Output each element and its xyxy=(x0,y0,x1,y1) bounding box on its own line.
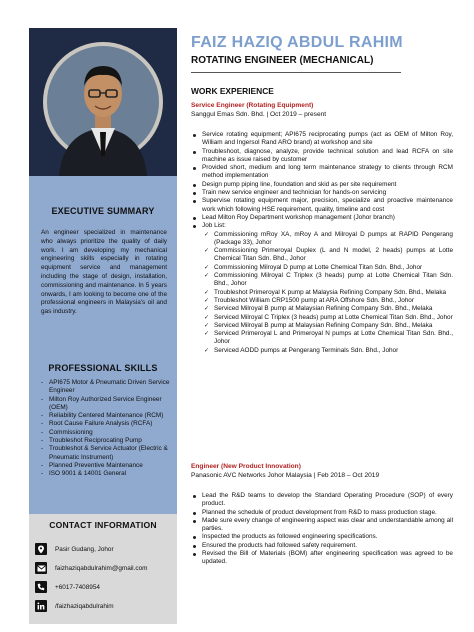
job-list xyxy=(191,222,453,355)
duty-item: Made sure every change of engineering aspect was clear and understandable among all parties. xyxy=(191,517,453,534)
job-list-item: ✓ Commissioning Milroyal D pump at Lotte Chemical Titan Sdn. Bhd., Johor xyxy=(202,264,453,272)
job-list-item: ✓ Serviced AODD pumps at Pengerang Terminals Sdn. Bhd., Johor xyxy=(202,347,453,355)
duty-item: Provided short, medium and long term maintenance strategy to clients through RCM method implementation xyxy=(191,164,453,181)
location-pin-icon xyxy=(35,543,47,555)
skill-item: - API675 Motor & Pneumatic Driven Service Engineer xyxy=(41,379,171,396)
skills-list xyxy=(41,379,171,479)
job-list-item: ✓ Serviced Milroyal C Triplex (3 heads) pump at Lotte Chemical Titan Sdn. Bhd., Johor xyxy=(202,314,453,322)
job-1-role: Service Engineer (Rotating Equipment) xyxy=(191,102,314,109)
job-2-duties xyxy=(191,492,453,567)
skill-item: - ISO 9001 & 14001 General xyxy=(41,470,171,478)
job-1-duties xyxy=(191,131,453,355)
duty-item: Supervise rotating equipment major, precision, specialize and proactive maintenance work which following HSE requirement, quality, timeline and cost xyxy=(191,197,453,214)
contact-linkedin-text: /faizhaziqabdulrahim xyxy=(55,602,114,610)
skill-item: - Commissioning xyxy=(41,429,171,437)
duty-item: Lead Milton Roy Department workshop management (Johor branch) xyxy=(191,214,453,222)
skill-item: - Troubleshot Reciprocating Pump xyxy=(41,437,171,445)
job-1-company: Sanggul Emas Sdn. Bhd. | Oct 2019 – present xyxy=(191,111,327,118)
title-divider xyxy=(191,72,401,73)
executive-summary-title: EXECUTIVE SUMMARY xyxy=(51,206,155,216)
skill-item: - Root Cause Failure Analysis (RCFA) xyxy=(41,420,171,428)
contact-phone[interactable] xyxy=(35,580,175,594)
sidebar xyxy=(29,28,177,624)
phone-icon xyxy=(35,581,47,593)
job-list-items xyxy=(202,231,453,355)
skill-item: - Planned Preventive Maintenance xyxy=(41,462,171,470)
professional-skills-title: PROFESSIONAL SKILLS xyxy=(48,363,158,373)
job-list-item: ✓ Commissioning Milroyal C Triplex (3 heads) pump at Lotte Chemical Titan Sdn. Bhd., Johor xyxy=(202,272,453,289)
contact-information-title: CONTACT INFORMATION xyxy=(49,520,157,530)
work-experience-heading: WORK EXPERIENCE xyxy=(191,86,274,96)
duty-item: Lead the R&D teams to develop the Standard Operating Procedure (SOP) of every product. xyxy=(191,492,453,509)
contact-email-text: faizhaziqabdulrahim@gmail.com xyxy=(55,564,148,572)
mail-icon xyxy=(35,562,47,574)
job-list-item: ✓ Serviced Milroyal B pump at Malaysian Refining Company Sdn. Bhd., Melaka xyxy=(202,322,453,330)
skill-item: - Reliability Centered Maintenance (RCM) xyxy=(41,412,171,420)
contact-email[interactable] xyxy=(35,561,175,575)
skill-item: - Troubleshot & Service Actuator (Electric & Pneumatic Instrument) xyxy=(41,445,171,462)
job-list-label: Job List: xyxy=(202,222,226,230)
candidate-name: FAIZ HAZIQ ABDUL RAHIM xyxy=(191,34,403,51)
profile-photo-icon xyxy=(29,28,177,176)
duty-item: Revised the Bill of Materials (BOM) after engineering specification was agreed to be updated. xyxy=(191,550,453,567)
linkedin-icon xyxy=(35,600,47,612)
skill-item: - Milton Roy Authorized Service Engineer (OEM) xyxy=(41,396,171,413)
contact-information-section xyxy=(29,514,177,624)
job-list-item: ✓ Commissioning mRoy XA, mRoy A and Milroyal D pumps at RAPID Pengerang (Package 33), Johor xyxy=(202,231,453,248)
job-list-item: ✓ Serviced Milroyal B pump at Malaysian Refining Company Sdn. Bhd., Melaka xyxy=(202,305,453,313)
executive-summary-section xyxy=(29,176,177,358)
contact-location xyxy=(35,542,175,556)
contact-location-text: Pasir Gudang, Johor xyxy=(55,545,114,553)
job-list-item: ✓ Troubleshot William CRP1500 pump at ARA Offshore Sdn. Bhd., Johor xyxy=(202,297,453,305)
contact-linkedin[interactable] xyxy=(35,599,175,613)
duty-item: Train new service engineer and technician for hands-on servicing xyxy=(191,189,453,197)
duty-item: Design pump piping line, foundation and skid as per site requirement xyxy=(191,181,453,189)
contact-phone-text: +6017-7408954 xyxy=(55,583,100,591)
executive-summary-text: An engineer specialized in maintenance who always prioritize the quality of daily work. I am developing my mechanical engineering skills especially in rotating equipment service and management including the stage of design, installation, commissioning and maintenance. In 5 years onwards, I am looking to become one of the professional engineers in Malaysia's oil and gas industry. xyxy=(41,229,167,316)
duty-item: Planned the schedule of product development from R&D to mass production stage. xyxy=(191,509,453,517)
profile-photo xyxy=(29,28,177,176)
duty-item: Inspected the products as followed engineering specifications. xyxy=(191,533,453,541)
job-2-company: Panasonic AVC Networks Johor Malaysia | Feb 2018 – Oct 2019 xyxy=(191,472,380,479)
candidate-title: ROTATING ENGINEER (MECHANICAL) xyxy=(191,55,374,66)
professional-skills-section xyxy=(29,358,177,514)
job-list-item: ✓ Serviced Primeroyal L and Primeroyal N pumps at Lotte Chemical Titan Sdn. Bhd., Johor xyxy=(202,330,453,347)
duty-item: Service rotating equipment; API675 reciprocating pumps (act as OEM of Milton Roy, William and Ingersol Rand ARO brand) at workshop and site xyxy=(191,131,453,148)
job-list-item: ✓ Commissioning Primeroyal Duplex (L and N model, 2 heads) pumps at Lotte Chemical Titan Sdn. Bhd., Johor xyxy=(202,247,453,264)
job-list-item: ✓ Troubleshot Primeroyal K pump at Malaysia Refining Company Sdn. Bhd., Melaka xyxy=(202,289,453,297)
duty-item: Ensured the products had followed safety requirement. xyxy=(191,542,453,550)
duty-item: Troubleshoot, diagnose, analyze, provide technical solution and lead RCFA on site machine as issue raised by customer xyxy=(191,148,453,165)
job-2-role: Engineer (New Product Innovation) xyxy=(191,463,301,470)
